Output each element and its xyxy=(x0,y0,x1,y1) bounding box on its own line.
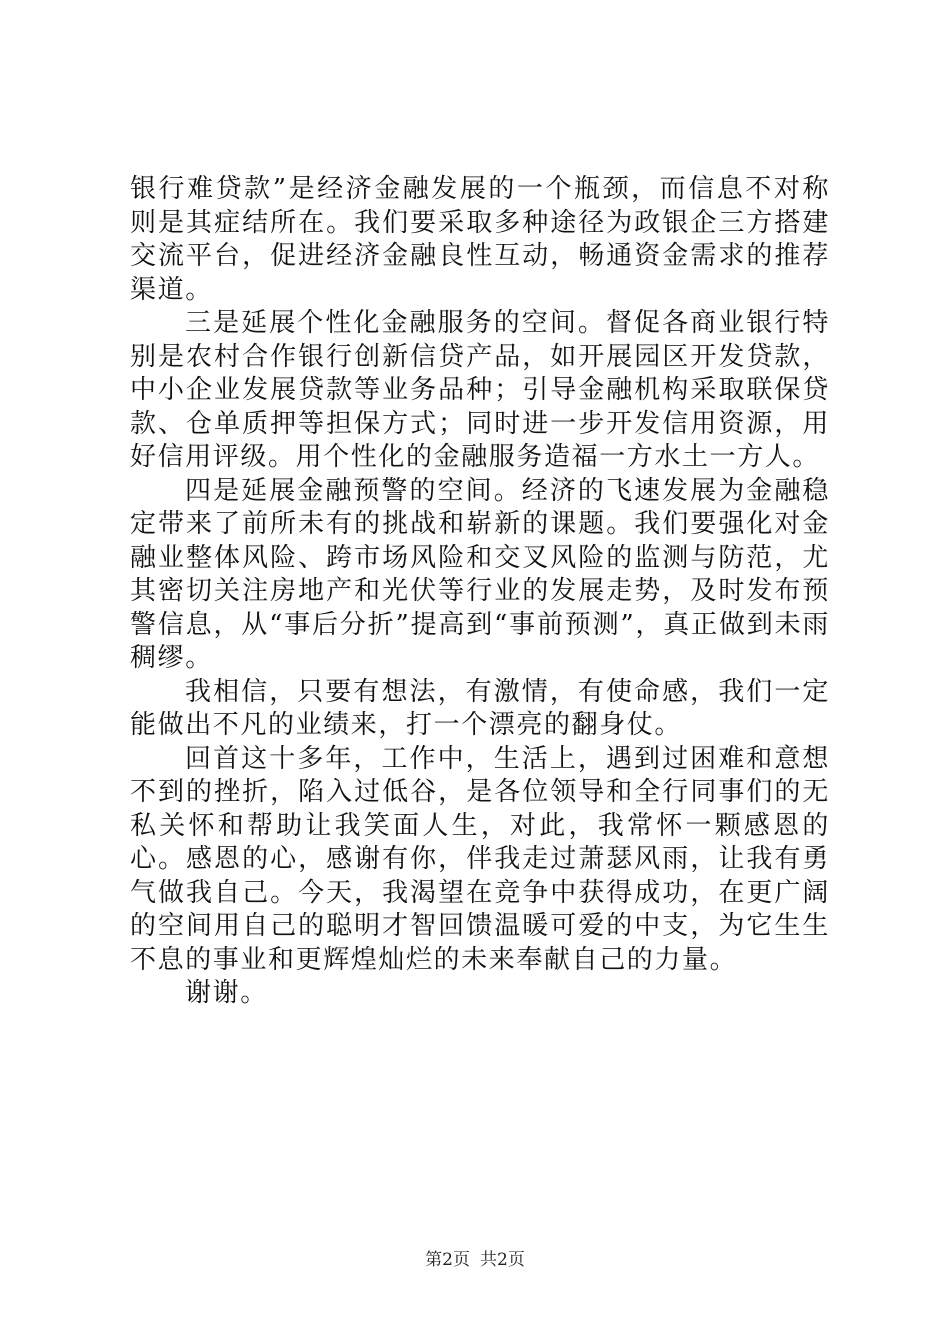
paragraph-4: 我相信，只要有想法，有激情，有使命感，我们一定能做出不凡的业绩来，打一个漂亮的翻身仗。 xyxy=(130,676,830,740)
paragraph-1: 银行难贷款”是经济金融发展的一个瓶颈，而信息不对称则是其症结所在。我们要采取多种途径为政银企三方搭建交流平台，促进经济金融良性互动，畅通资金需求的推荐渠道。 xyxy=(130,174,830,305)
paragraph-2: 三是延展个性化金融服务的空间。督促各商业银行特别是农村合作银行创新信贷产品，如开展园区开发贷款，中小企业发展贷款等业务品种；引导金融机构采取联保贷款、仓单质押等担保方式；同时进一步开发信用资源，用好信用评级。用个性化的金融服务造福一方水土一方人。 xyxy=(130,308,830,472)
document-body xyxy=(130,173,830,1011)
page-number: 第2页 xyxy=(425,1250,470,1270)
paragraph-5: 回首这十多年，工作中，生活上，遇到过困难和意想不到的挫折，陷入过低谷，是各位领导和全行同事们的无私关怀和帮助让我笑面人生，对此，我常怀一颗感恩的心。感恩的心，感谢有你，伴我走过萧瑟风雨，让我有勇气做我自己。今天，我渴望在竞争中获得成功，在更广阔的空间用自己的聪明才智回馈温暖可爱的中支，为它生生不息的事业和更辉煌灿烂的未来奉献自己的力量。 xyxy=(130,743,830,975)
page-total: 共2页 xyxy=(480,1250,525,1270)
paragraph-3: 四是延展金融预警的空间。经济的飞速发展为金融稳定带来了前所未有的挑战和崭新的课题。我们要强化对金融业整体风险、跨市场风险和交叉风险的监测与防范，尤其密切关注房地产和光伏等行业的发展走势，及时发布预警信息，从“事后分折”提高到“事前预测”，真正做到未雨稠缪。 xyxy=(130,475,830,673)
page-footer xyxy=(0,1245,950,1270)
paragraph-6: 谢谢。 xyxy=(185,978,268,1008)
